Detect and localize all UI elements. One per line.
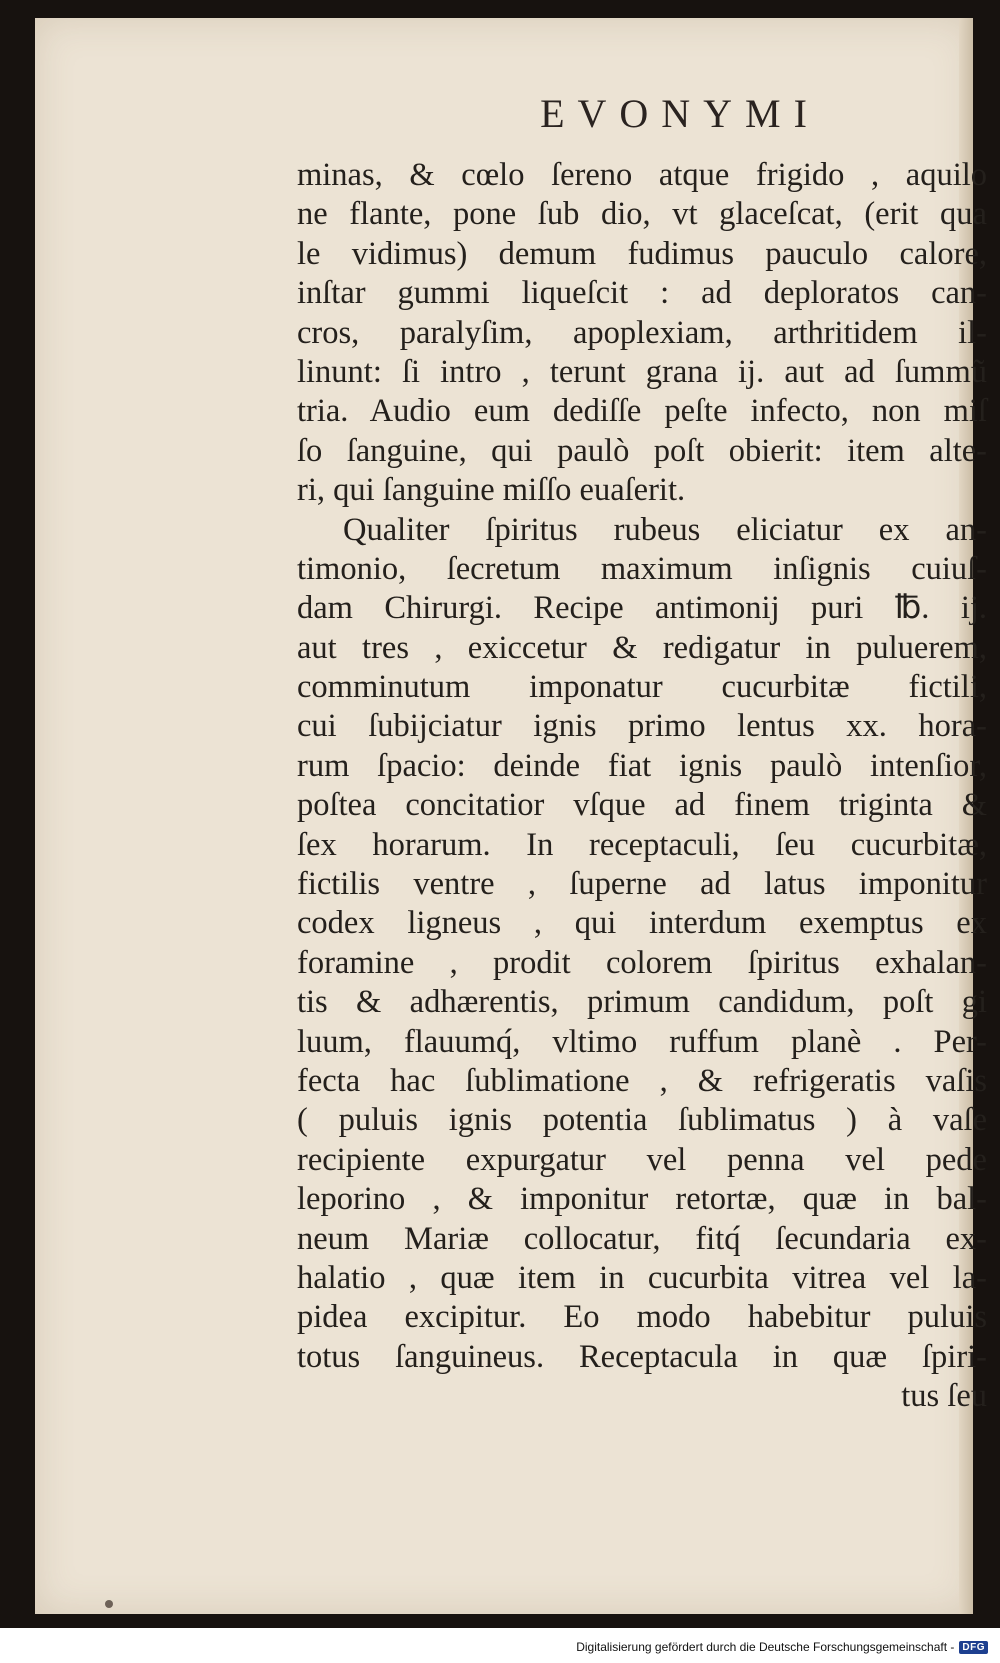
text-line: fictilis ventre , ſuperne ad latus imponitur — [297, 866, 987, 903]
text-line: ne flante, pone ſub dio, vt glaceſcat, (erit qua — [297, 196, 987, 233]
text-line: dam Chirurgi. Recipe antimonij puri ℔. ij. — [297, 590, 987, 627]
credit-text: Digitalisierung gefördert durch die Deutsche Forschungsgemeinschaft - — [576, 1640, 955, 1654]
dfg-logo: DFG — [959, 1641, 988, 1654]
text-line: linunt: ſi intro , terunt grana ij. aut ad ſummũ — [297, 353, 987, 390]
text-line: minas, & cœlo ſereno atque frigido , aquilo — [297, 157, 987, 193]
ink-spot — [105, 1600, 113, 1608]
text-line: totus ſanguineus. Receptacula in quæ ſpiri- — [297, 1338, 987, 1375]
catchword: tus ſeu — [901, 1378, 987, 1415]
digitization-credit — [576, 1640, 988, 1654]
text-line: foramine , prodit colorem ſpiritus exhalan- — [297, 944, 987, 981]
text-line: poſtea concitatior vſque ad finem triginta & — [297, 787, 987, 824]
text-line: rum ſpacio: deinde fiat ignis paulò intenſior, — [297, 747, 987, 784]
text-line: codex ligneus , qui interdum exemptus ex — [297, 905, 987, 942]
text-line: cui ſubijciatur ignis primo lentus xx. hora- — [297, 708, 987, 745]
text-line: pidea excipitur. Eo modo habebitur puluis — [297, 1299, 987, 1336]
text-line: recipiente expurgatur vel penna vel pede — [297, 1141, 987, 1178]
text-line: tria. Audio eum dediſſe peſte infecto, non miſ — [297, 393, 987, 430]
text-line: tis & adhærentis, primum candidum, poſt gi — [297, 984, 987, 1021]
running-title: EVONYMI — [540, 91, 820, 136]
text-line: comminutum imponatur cucurbitæ fictili, — [297, 669, 987, 706]
text-line: leporino , & imponitur retortæ, quæ in bal- — [297, 1181, 987, 1218]
book-page — [35, 18, 987, 1614]
text-line: ri, qui ſanguine miſſo euaſerit. — [297, 472, 686, 509]
text-line: fecta hac ſublimatione , & refrigeratis vaſis — [297, 1062, 987, 1099]
body-text — [297, 156, 987, 1417]
text-line: ſex horarum. In receptaculi, ſeu cucurbitæ, — [297, 826, 987, 863]
text-line: aut tres , exiccetur & redigatur in puluerem, — [297, 629, 987, 666]
text-line: halatio , quæ item in cucurbita vitrea vel la- — [297, 1259, 987, 1296]
text-line: cros, paralyſim, apoplexiam, arthritidem il- — [297, 314, 987, 351]
text-line: ſo ſanguine, qui paulò poſt obierit: item alte- — [297, 432, 987, 469]
text-line: ( puluis ignis potentia ſublimatus ) à vaſe — [297, 1102, 987, 1139]
text-line: inſtar gummi liqueſcit : ad deploratos can- — [297, 275, 987, 312]
text-line: luum, flauumq́, vltimo ruffum planè . Per- — [297, 1023, 987, 1060]
text-line: timonio, ſecretum maximum inſignis cuiuſ- — [297, 550, 987, 587]
text-line: le vidimus) demum fudimus pauculo calore, — [297, 235, 987, 272]
paragraph-start-line: Qualiter ſpiritus rubeus eliciatur ex an- — [343, 511, 987, 548]
text-line: neum Mariæ collocatur, fitq́ ſecundaria ex- — [297, 1220, 987, 1257]
